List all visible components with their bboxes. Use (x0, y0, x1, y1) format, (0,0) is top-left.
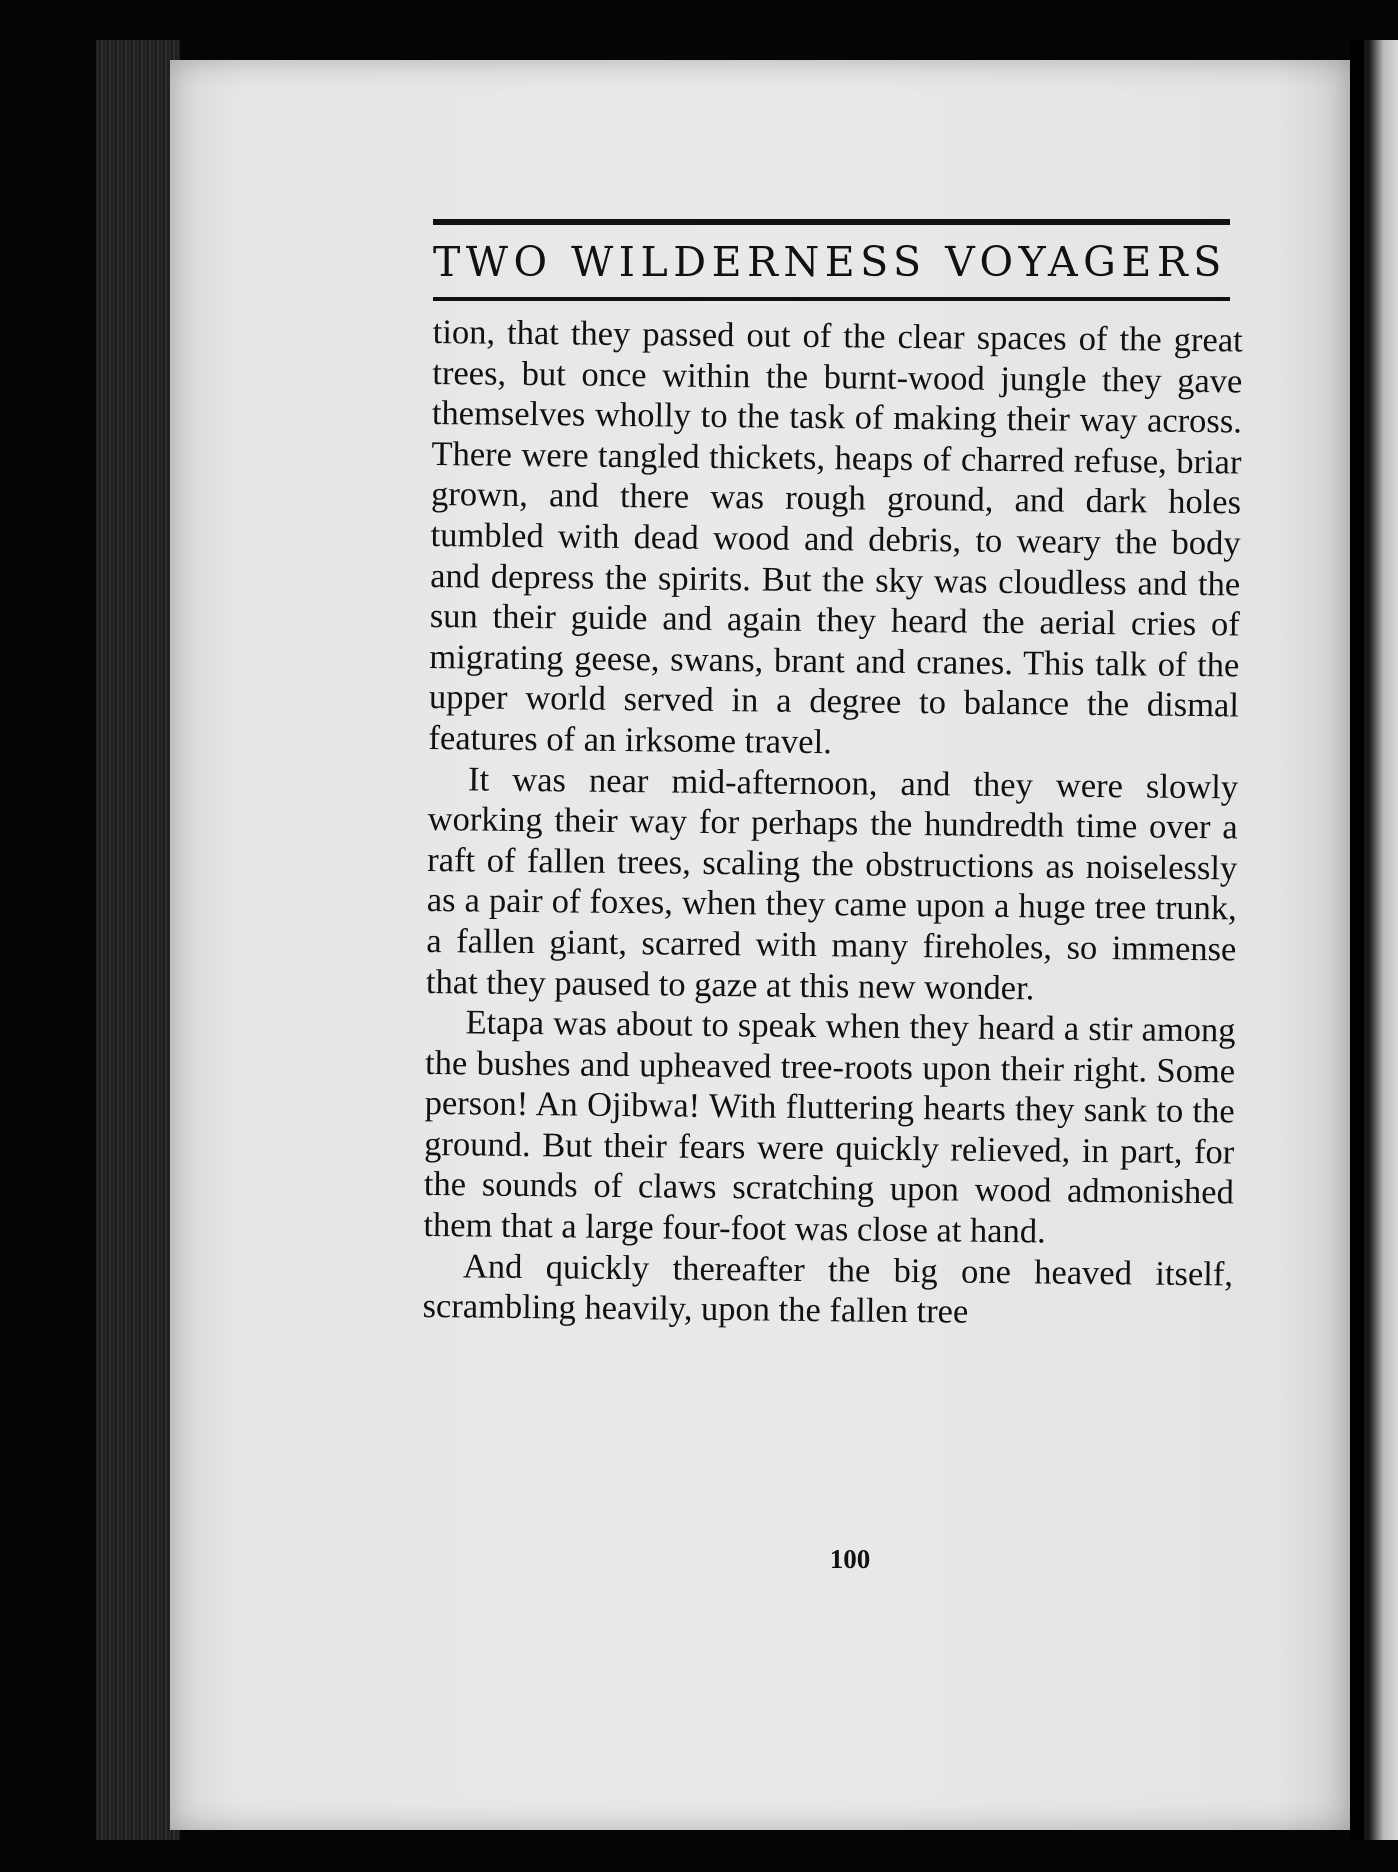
header-rule-bottom (433, 297, 1230, 301)
paragraph: tion, that they passed out of the clear spaces of the great trees, but once within the burnt-wood jungle they gave themselves wholly to the task of making their way across. There were tangled thickets, heaps of charred refuse, briar grown, and there was rough ground, and dark holes tumbled with dead wood and debris, to weary the body and depress the spirits. But the sky was cloudless and the sun their guide and again they heard the aerial cries of migrating geese, swans, brant and cranes. This talk of the upper world served in a degree to balance the dismal features of an irksome travel. (428, 312, 1243, 762)
paragraph: And quickly thereafter the big one heaved itself, scrambling heavily, upon the fallen tree (422, 1247, 1234, 1331)
paragraph: Etapa was about to speak when they heard a stir among the bushes and upheaved tree-roots upon their right. Some person! An Ojibwa! With fluttering hearts they sank to the ground. But their fears were quickly relieved, in part, for the sounds of claws scratching upon wood admonished them that a large four-foot was close at hand. (423, 1003, 1236, 1251)
running-title: TWO WILDERNESS VOYAGERS (433, 238, 1227, 286)
book-page-edges (96, 40, 180, 1840)
body-text (422, 312, 1243, 1335)
book-gutter (1350, 40, 1364, 1840)
paragraph: It was near mid-afternoon, and they were slowly working their way for perhaps the hundredth time over a raft of fallen trees, scaling the obstructions as noiselessly as a pair of foxes, when they came upon a huge tree trunk, a fallen giant, scarred with many fireholes, so immense that they paused to gaze at this new wonder. (425, 759, 1239, 1007)
page-number: 100 (829, 1544, 871, 1574)
header-rule-top (433, 219, 1230, 225)
